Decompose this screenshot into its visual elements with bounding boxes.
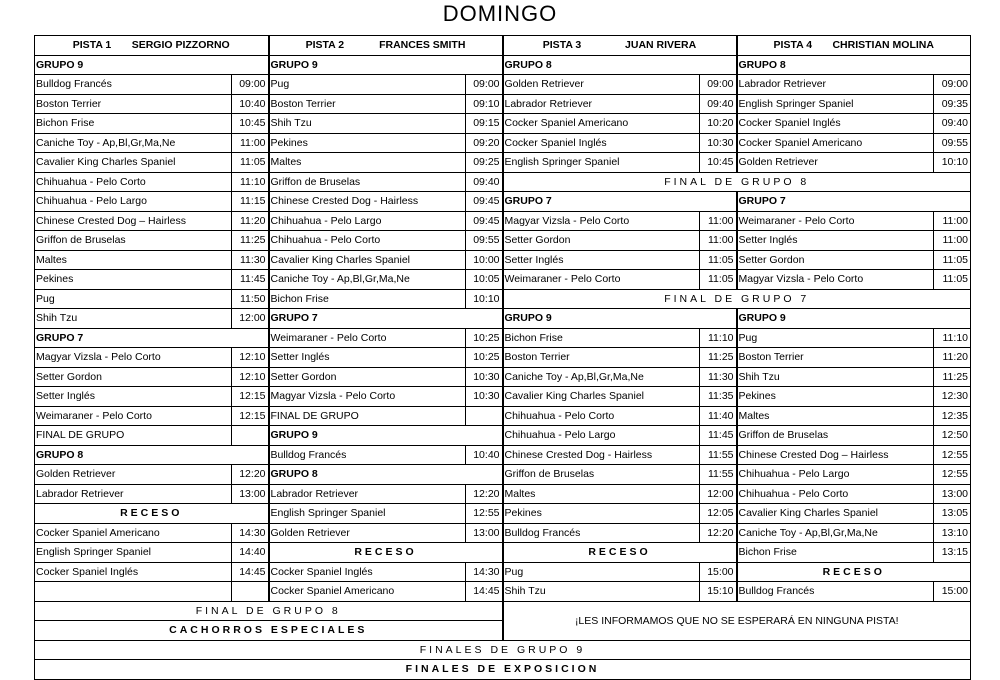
- breed-name: Cocker Spaniel Americano: [737, 133, 934, 153]
- breed-name: Cocker Spaniel Americano: [503, 114, 700, 134]
- judging-time: 10:05: [466, 270, 503, 290]
- breed-name: Chihuahua - Pelo Corto: [737, 484, 934, 504]
- judging-time: 12:30: [934, 387, 971, 407]
- breed-name: English Springer Spaniel: [269, 504, 466, 524]
- breed-name: Labrador Retriever: [503, 94, 700, 114]
- judging-time: 14:30: [232, 523, 269, 543]
- breed-name: Cocker Spaniel Americano: [35, 523, 232, 543]
- breed-name: Magyar Vizsla - Pelo Corto: [269, 387, 466, 407]
- judging-time: 10:00: [466, 250, 503, 270]
- judging-time: 12:00: [700, 484, 737, 504]
- group-final-label: FINAL DE GRUPO 7: [503, 289, 971, 309]
- judging-time: 13:15: [934, 543, 971, 563]
- breed-name: Cocker Spaniel Inglés: [35, 562, 232, 582]
- breed-name: Caniche Toy - Ap,Bl,Gr,Ma,Ne: [35, 133, 232, 153]
- breed-name: Golden Retriever: [35, 465, 232, 485]
- breed-name: Chihuahua - Pelo Corto: [503, 406, 700, 426]
- judging-time: 12:55: [934, 445, 971, 465]
- judging-time: 12:00: [232, 309, 269, 329]
- judging-time: 09:00: [934, 75, 971, 95]
- pista-2-header: PISTA 2 FRANCES SMITH: [269, 36, 503, 56]
- judging-time: 11:15: [232, 192, 269, 212]
- footer-row-1: [35, 601, 971, 621]
- pista-3-header: PISTA 3 JUAN RIVERA: [503, 36, 737, 56]
- receso-label: RECESO: [737, 562, 971, 582]
- breed-name: Shih Tzu: [269, 114, 466, 134]
- cachorros-label: CACHORROS ESPECIALES: [35, 621, 503, 641]
- judging-time: 13:00: [466, 523, 503, 543]
- judging-time: 11:10: [232, 172, 269, 192]
- breed-name: Bichon Frise: [269, 289, 466, 309]
- judging-time: 15:00: [700, 562, 737, 582]
- judging-time: 10:25: [466, 328, 503, 348]
- breed-name: Maltes: [503, 484, 700, 504]
- judging-time: 09:00: [700, 75, 737, 95]
- breed-name: Setter Inglés: [503, 250, 700, 270]
- judging-time: 11:40: [700, 406, 737, 426]
- judging-time: 11:00: [232, 133, 269, 153]
- breed-name: Pug: [269, 75, 466, 95]
- judging-time: 12:20: [700, 523, 737, 543]
- judging-time: 14:30: [466, 562, 503, 582]
- judging-time: 11:50: [232, 289, 269, 309]
- judging-time: 09:25: [466, 153, 503, 173]
- judging-time: 11:05: [700, 250, 737, 270]
- final-grupo-8-label: FINAL DE GRUPO 8: [35, 601, 503, 621]
- breed-name: Setter Gordon: [503, 231, 700, 251]
- judging-time: 12:55: [934, 465, 971, 485]
- judging-time: 13:00: [934, 484, 971, 504]
- finales-exposicion-label: FINALES DE EXPOSICION: [35, 660, 971, 680]
- judging-time: 09:45: [466, 211, 503, 231]
- table-row: [35, 406, 971, 426]
- group-heading: GRUPO 7: [269, 309, 503, 329]
- breed-name: Setter Inglés: [269, 348, 466, 368]
- breed-name: Caniche Toy - Ap,Bl,Gr,Ma,Ne: [503, 367, 700, 387]
- judging-time: 12:05: [700, 504, 737, 524]
- breed-name: Setter Gordon: [737, 250, 934, 270]
- group-heading: GRUPO 7: [35, 328, 269, 348]
- breed-name: Cavalier King Charles Spaniel: [269, 250, 466, 270]
- group-final-label: FINAL DE GRUPO 8: [503, 172, 971, 192]
- judging-time: 11:05: [700, 270, 737, 290]
- breed-name: Chinese Crested Dog - Hairless: [503, 445, 700, 465]
- breed-name: Pekines: [35, 270, 232, 290]
- breed-name: Chihuahua - Pelo Largo: [737, 465, 934, 485]
- judging-time: 09:40: [700, 94, 737, 114]
- judging-time: 09:10: [466, 94, 503, 114]
- table-row: [35, 504, 971, 524]
- judging-time: 09:45: [466, 192, 503, 212]
- breed-name: Bulldog Francés: [269, 445, 466, 465]
- breed-name: Pekines: [503, 504, 700, 524]
- breed-name: Shih Tzu: [35, 309, 232, 329]
- breed-name: English Springer Spaniel: [35, 543, 232, 563]
- breed-name: Magyar Vizsla - Pelo Corto: [503, 211, 700, 231]
- judging-time: 12:15: [232, 406, 269, 426]
- breed-name: Weimaraner - Pelo Corto: [269, 328, 466, 348]
- judging-time: 13:05: [934, 504, 971, 524]
- judging-time: 10:30: [466, 387, 503, 407]
- breed-name: Setter Inglés: [737, 231, 934, 251]
- judging-time: 10:25: [466, 348, 503, 368]
- breed-name: Magyar Vizsla - Pelo Corto: [737, 270, 934, 290]
- judging-time: 12:20: [232, 465, 269, 485]
- table-row: [35, 75, 971, 95]
- breed-name: Caniche Toy - Ap,Bl,Gr,Ma,Ne: [269, 270, 466, 290]
- table-row: [35, 426, 971, 446]
- judging-time: 11:30: [232, 250, 269, 270]
- breed-name: Golden Retriever: [737, 153, 934, 173]
- table-row: [35, 270, 971, 290]
- judging-time: 09:55: [466, 231, 503, 251]
- judging-time: 10:10: [466, 289, 503, 309]
- judging-time: 14:45: [466, 582, 503, 602]
- breed-name: Chihuahua - Pelo Largo: [35, 192, 232, 212]
- table-row: [35, 328, 971, 348]
- table-row: [35, 445, 971, 465]
- table-row: [35, 55, 971, 75]
- judging-time: 12:10: [232, 367, 269, 387]
- judging-time: 11:30: [700, 367, 737, 387]
- judging-time: 11:10: [934, 328, 971, 348]
- table-row: [35, 348, 971, 368]
- judging-time: 09:00: [466, 75, 503, 95]
- judging-time: 09:40: [466, 172, 503, 192]
- breed-name: Maltes: [269, 153, 466, 173]
- judging-time: 10:30: [700, 133, 737, 153]
- judging-time: 11:45: [232, 270, 269, 290]
- breed-name: Boston Terrier: [269, 94, 466, 114]
- judging-time: [466, 406, 503, 426]
- judging-time: 09:40: [934, 114, 971, 134]
- breed-name: Cavalier King Charles Spaniel: [35, 153, 232, 173]
- breed-name: Cavalier King Charles Spaniel: [737, 504, 934, 524]
- judging-time: 11:00: [700, 211, 737, 231]
- judging-time: 11:00: [934, 211, 971, 231]
- breed-name: Cocker Spaniel Americano: [269, 582, 466, 602]
- breed-name: Pekines: [737, 387, 934, 407]
- judging-time: 11:45: [700, 426, 737, 446]
- breed-name: Shih Tzu: [737, 367, 934, 387]
- breed-name: Griffon de Bruselas: [35, 231, 232, 251]
- judging-time: 10:40: [232, 94, 269, 114]
- judging-time: 09:35: [934, 94, 971, 114]
- group-heading: GRUPO 9: [503, 309, 737, 329]
- breed-name: Chinese Crested Dog – Hairless: [737, 445, 934, 465]
- pista-1-header: PISTA 1 SERGIO PIZZORNO: [35, 36, 269, 56]
- judging-time: 11:05: [934, 270, 971, 290]
- judging-time: 11:25: [934, 367, 971, 387]
- table-row: [35, 153, 971, 173]
- judging-time: 09:00: [232, 75, 269, 95]
- judging-time: 12:10: [232, 348, 269, 368]
- judging-time: 09:15: [466, 114, 503, 134]
- table-row: [35, 114, 971, 134]
- breed-name: Chinese Crested Dog – Hairless: [35, 211, 232, 231]
- finales-grupo-9-label: FINALES DE GRUPO 9: [35, 640, 971, 660]
- breed-name: Bulldog Francés: [737, 582, 934, 602]
- breed-name: Setter Gordon: [35, 367, 232, 387]
- group-heading: GRUPO 9: [269, 426, 503, 446]
- table-row: [35, 582, 971, 602]
- table-row: [35, 133, 971, 153]
- judging-time: 14:40: [232, 543, 269, 563]
- judging-time: 10:30: [466, 367, 503, 387]
- judging-time: 11:55: [700, 465, 737, 485]
- judging-time: 10:40: [466, 445, 503, 465]
- group-heading: GRUPO 7: [737, 192, 971, 212]
- judging-time: 13:10: [934, 523, 971, 543]
- breed-name: Setter Inglés: [35, 387, 232, 407]
- judging-time: 10:10: [934, 153, 971, 173]
- breed-name: Chinese Crested Dog - Hairless: [269, 192, 466, 212]
- table-row: [35, 172, 971, 192]
- pista-4-header: PISTA 4 CHRISTIAN MOLINA: [737, 36, 971, 56]
- receso-label: RECESO: [503, 543, 737, 563]
- table-row: [35, 192, 971, 212]
- breed-name: Cocker Spaniel Inglés: [269, 562, 466, 582]
- breed-name: Pug: [737, 328, 934, 348]
- judging-time: 15:00: [934, 582, 971, 602]
- breed-name: Cocker Spaniel Inglés: [737, 114, 934, 134]
- judging-time: 12:20: [466, 484, 503, 504]
- judging-time: 10:20: [700, 114, 737, 134]
- notice-text: ¡LES INFORMAMOS QUE NO SE ESPERARÁ EN NINGUNA PISTA!: [503, 601, 971, 640]
- judging-time: 11:35: [700, 387, 737, 407]
- judging-time: 13:00: [232, 484, 269, 504]
- judging-time: 12:15: [232, 387, 269, 407]
- breed-name: Bichon Frise: [737, 543, 934, 563]
- breed-name: Boston Terrier: [737, 348, 934, 368]
- judging-time: 11:05: [232, 153, 269, 173]
- schedule-table: [34, 35, 971, 680]
- group-heading: GRUPO 9: [35, 55, 269, 75]
- group-heading: GRUPO 8: [503, 55, 737, 75]
- table-row: [35, 387, 971, 407]
- group-heading: GRUPO 9: [737, 309, 971, 329]
- judging-time: 12:55: [466, 504, 503, 524]
- footer-row-3: [35, 640, 971, 660]
- breed-name: English Springer Spaniel: [503, 153, 700, 173]
- breed-name: Bulldog Francés: [503, 523, 700, 543]
- judging-time: 10:45: [232, 114, 269, 134]
- breed-name: Caniche Toy - Ap,Bl,Gr,Ma,Ne: [737, 523, 934, 543]
- breed-name: Griffon de Bruselas: [737, 426, 934, 446]
- breed-name: Chihuahua - Pelo Largo: [503, 426, 700, 446]
- judging-time: 11:10: [700, 328, 737, 348]
- breed-name: Golden Retriever: [269, 523, 466, 543]
- table-row: [35, 367, 971, 387]
- breed-name: Labrador Retriever: [737, 75, 934, 95]
- breed-name: Maltes: [35, 250, 232, 270]
- breed-name: FINAL DE GRUPO: [35, 426, 232, 446]
- breed-name: Labrador Retriever: [35, 484, 232, 504]
- group-heading: GRUPO 9: [269, 55, 503, 75]
- breed-name: Griffon de Bruselas: [269, 172, 466, 192]
- judging-time: 10:45: [700, 153, 737, 173]
- breed-name: Maltes: [737, 406, 934, 426]
- breed-name: Cavalier King Charles Spaniel: [503, 387, 700, 407]
- judging-time: 11:20: [934, 348, 971, 368]
- breed-name: Weimaraner - Pelo Corto: [737, 211, 934, 231]
- group-heading: GRUPO 7: [503, 192, 737, 212]
- breed-name: Griffon de Bruselas: [503, 465, 700, 485]
- judging-time: [232, 426, 269, 446]
- header-row: [35, 36, 971, 56]
- breed-name: Golden Retriever: [503, 75, 700, 95]
- breed-name: Bulldog Francés: [35, 75, 232, 95]
- table-row: [35, 289, 971, 309]
- table-row: [35, 309, 971, 329]
- table-row: [35, 250, 971, 270]
- breed-name: [35, 582, 232, 602]
- table-row: [35, 94, 971, 114]
- group-heading: GRUPO 8: [269, 465, 503, 485]
- breed-name: Chihuahua - Pelo Corto: [35, 172, 232, 192]
- footer-row-4: [35, 660, 971, 680]
- judging-time: 11:20: [232, 211, 269, 231]
- judging-time: 11:55: [700, 445, 737, 465]
- table-row: [35, 484, 971, 504]
- breed-name: Bichon Frise: [503, 328, 700, 348]
- receso-label: RECESO: [35, 504, 269, 524]
- table-row: [35, 231, 971, 251]
- judging-time: 09:20: [466, 133, 503, 153]
- breed-name: Weimaraner - Pelo Corto: [503, 270, 700, 290]
- judging-time: 11:05: [934, 250, 971, 270]
- judging-time: 11:25: [232, 231, 269, 251]
- breed-name: English Springer Spaniel: [737, 94, 934, 114]
- breed-name: Chihuahua - Pelo Corto: [269, 231, 466, 251]
- breed-name: Labrador Retriever: [269, 484, 466, 504]
- breed-name: Cocker Spaniel Inglés: [503, 133, 700, 153]
- breed-name: Bichon Frise: [35, 114, 232, 134]
- table-row: [35, 523, 971, 543]
- breed-name: Pekines: [269, 133, 466, 153]
- receso-label: RECESO: [269, 543, 503, 563]
- table-row: [35, 211, 971, 231]
- page-title: DOMINGO: [442, 1, 558, 26]
- breed-name: Pug: [503, 562, 700, 582]
- table-row: [35, 465, 971, 485]
- judging-time: 11:25: [700, 348, 737, 368]
- breed-name: Pug: [35, 289, 232, 309]
- table-row: [35, 543, 971, 563]
- judging-time: 09:55: [934, 133, 971, 153]
- breed-name: Chihuahua - Pelo Largo: [269, 211, 466, 231]
- breed-name: Magyar Vizsla - Pelo Corto: [35, 348, 232, 368]
- breed-name: Setter Gordon: [269, 367, 466, 387]
- group-heading: GRUPO 8: [737, 55, 971, 75]
- judging-time: 15:10: [700, 582, 737, 602]
- judging-time: 11:00: [700, 231, 737, 251]
- breed-name: Boston Terrier: [503, 348, 700, 368]
- judging-time: [232, 582, 269, 602]
- judging-time: 12:35: [934, 406, 971, 426]
- judging-time: 14:45: [232, 562, 269, 582]
- breed-name: FINAL DE GRUPO: [269, 406, 466, 426]
- breed-name: Boston Terrier: [35, 94, 232, 114]
- breed-name: Shih Tzu: [503, 582, 700, 602]
- group-heading: GRUPO 8: [35, 445, 269, 465]
- table-row: [35, 562, 971, 582]
- judging-time: 11:00: [934, 231, 971, 251]
- breed-name: Weimaraner - Pelo Corto: [35, 406, 232, 426]
- judging-time: 12:50: [934, 426, 971, 446]
